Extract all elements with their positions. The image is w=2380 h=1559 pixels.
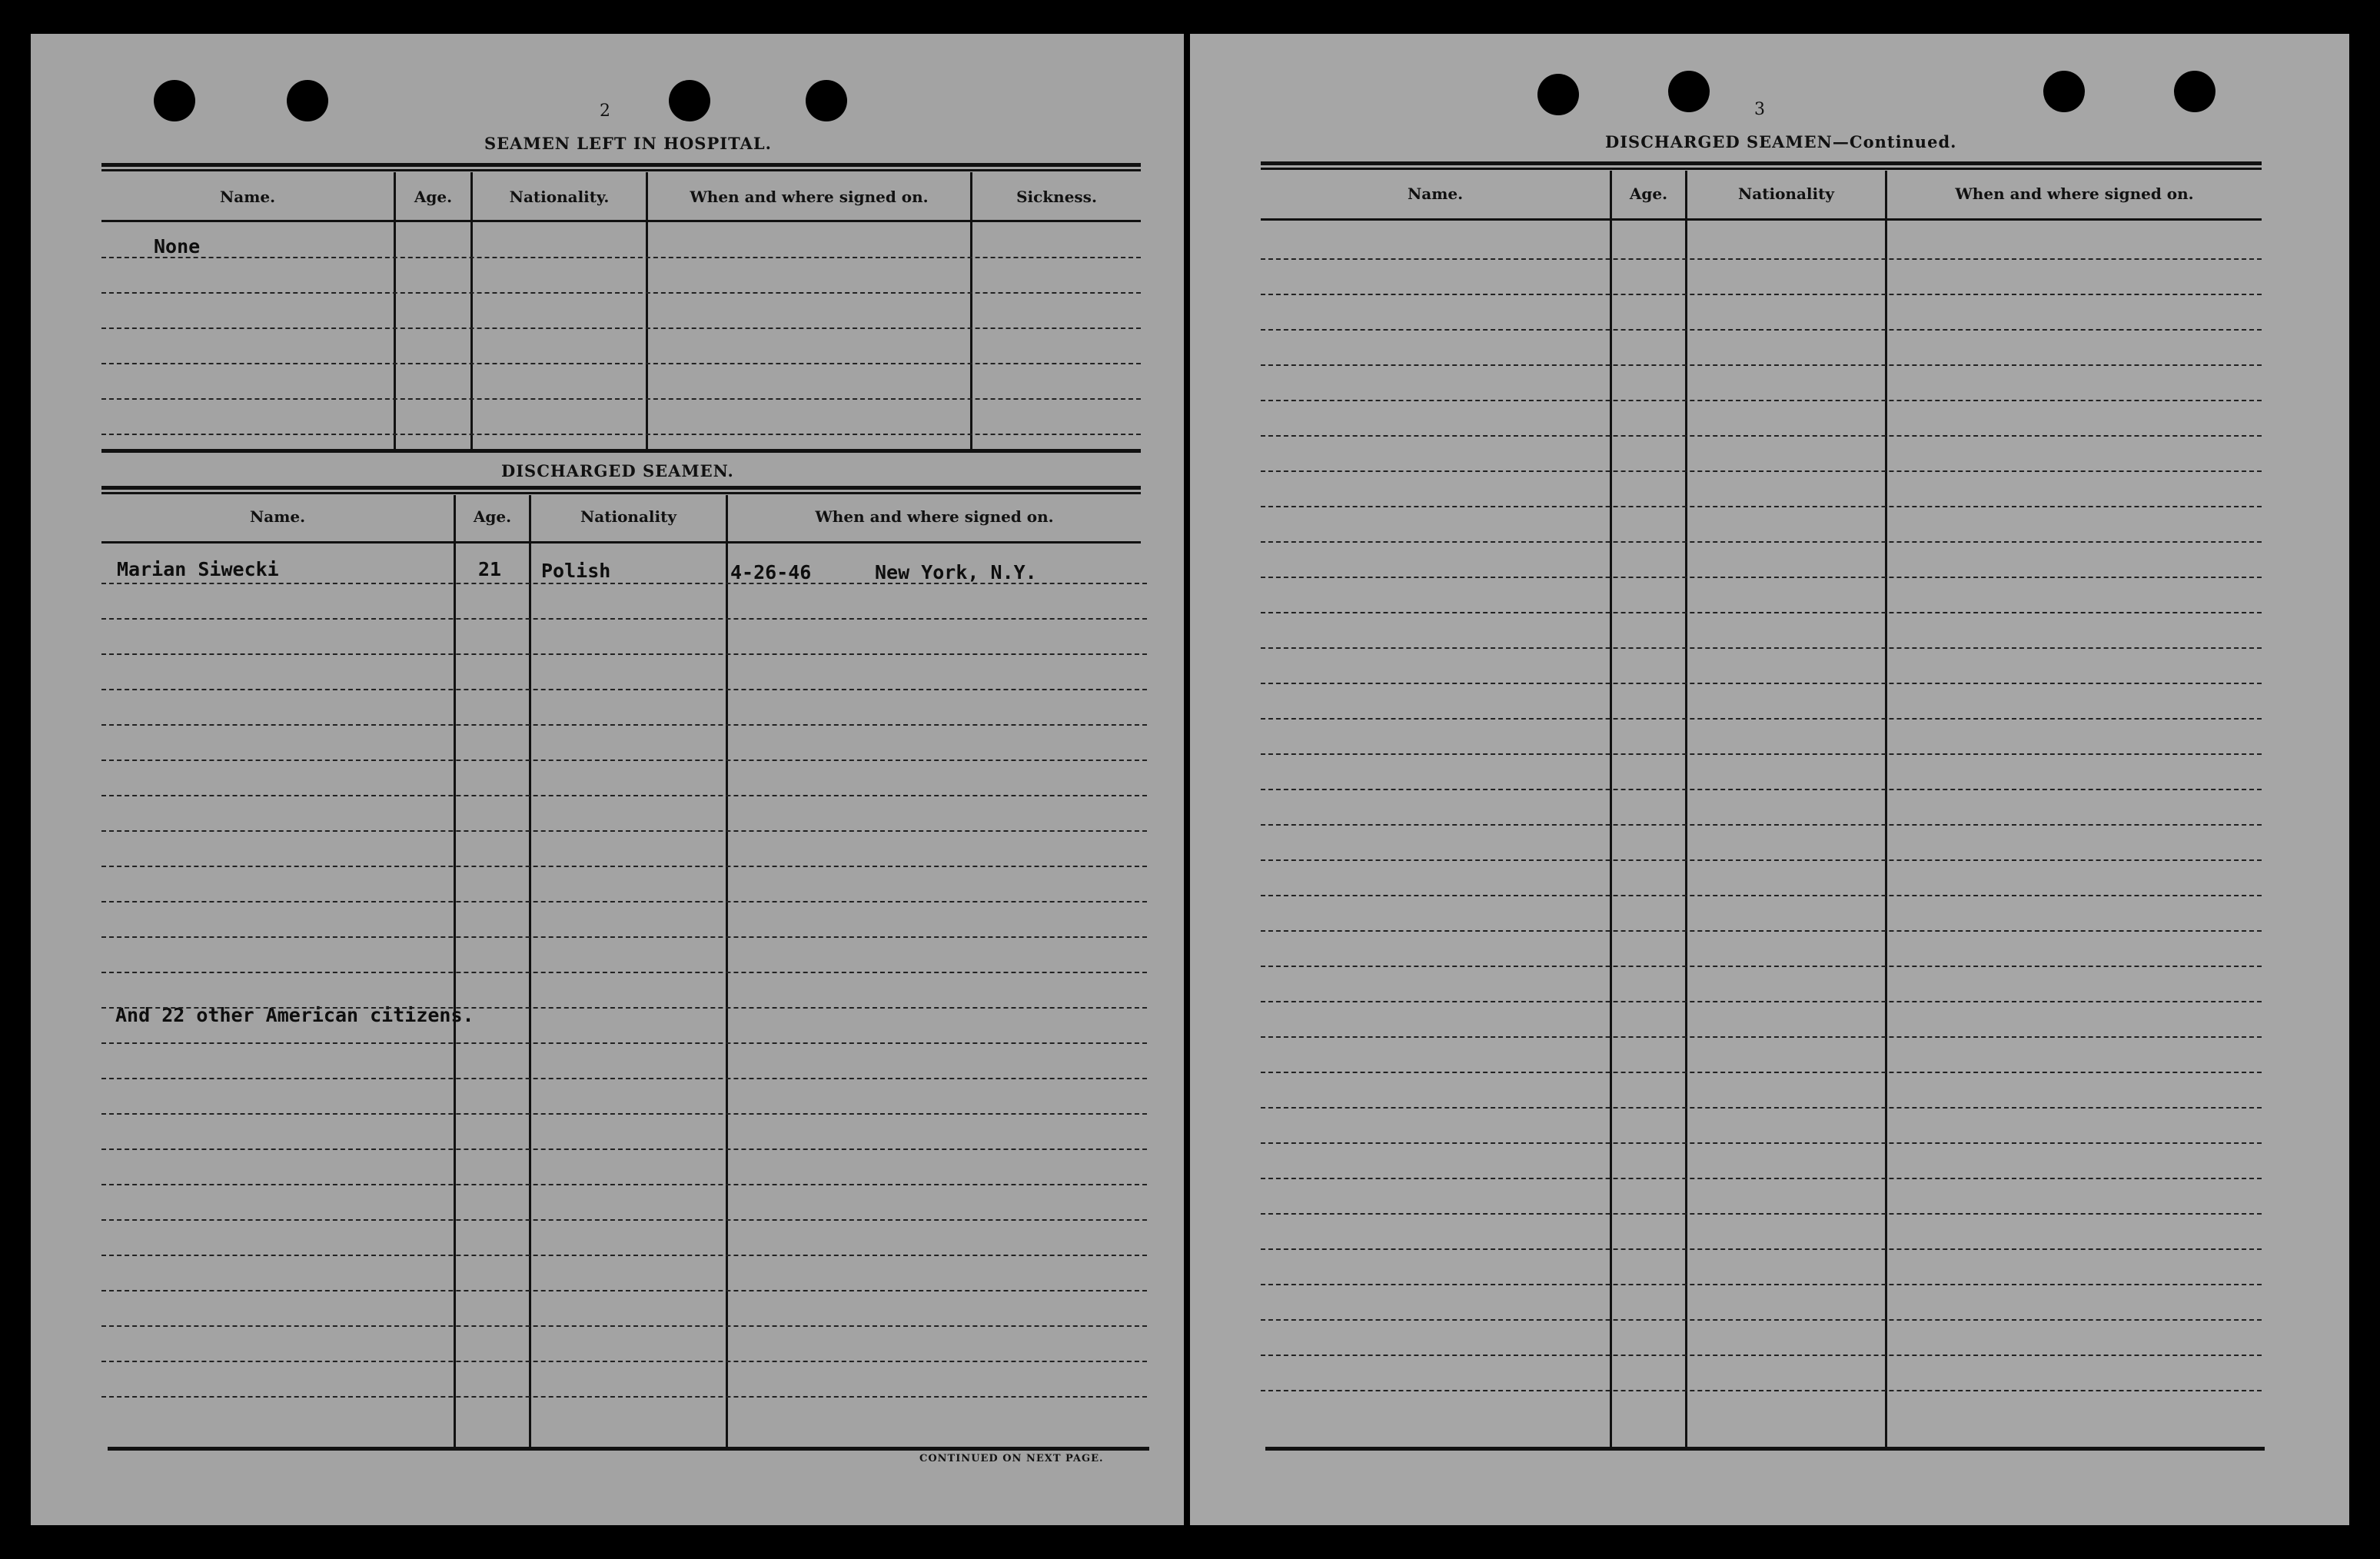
rule <box>101 449 1141 453</box>
entry-line <box>1261 895 2262 896</box>
right-page <box>1190 34 2349 1525</box>
column-divider <box>1685 171 1687 1447</box>
entry-line <box>1261 400 2262 401</box>
column-divider <box>1610 171 1612 1447</box>
entry-line <box>101 398 1141 400</box>
entry-line <box>101 972 1147 973</box>
entry-line <box>101 1184 1147 1185</box>
entry-line <box>101 689 1147 690</box>
entry-line <box>101 583 1147 584</box>
entry-line <box>1261 789 2262 790</box>
col-age: Age. <box>473 507 512 526</box>
discharged-continued-title: DISCHARGED SEAMEN—Continued. <box>1605 132 1957 151</box>
seaman-nationality: Polish <box>541 560 611 582</box>
entry-line <box>1261 1284 2262 1285</box>
entry-line <box>1261 612 2262 613</box>
col-nationality: Nationality. <box>509 188 610 206</box>
seaman-age: 21 <box>478 558 502 580</box>
entry-line <box>1261 753 2262 755</box>
entry-line <box>101 653 1147 655</box>
entry-line <box>1261 683 2262 684</box>
entry-line <box>1261 1248 2262 1250</box>
rule <box>1261 161 2262 165</box>
discharged-section-title: DISCHARGED SEAMEN. <box>501 461 734 480</box>
column-divider <box>454 495 456 1447</box>
signed-on-place: New York, N.Y. <box>875 561 1037 583</box>
column-divider <box>646 172 648 449</box>
entry-line <box>1261 647 2262 649</box>
discharged-note: And 22 other American citizens. <box>115 1004 474 1026</box>
entry-line <box>101 901 1147 902</box>
entry-line <box>101 1396 1147 1398</box>
punch-hole <box>154 80 195 121</box>
entry-line <box>1261 1319 2262 1321</box>
col-signed-on: When and where signed on. <box>690 188 929 206</box>
entry-line <box>1261 541 2262 543</box>
signed-on-date: 4-26-46 <box>730 561 812 583</box>
column-divider <box>394 172 396 449</box>
col-age: Age. <box>1629 184 1668 203</box>
entry-line <box>101 363 1141 364</box>
punch-hole <box>2174 71 2215 112</box>
entry-line <box>1261 1001 2262 1002</box>
entry-line <box>101 618 1147 620</box>
entry-line <box>1261 470 2262 472</box>
col-signed-on: When and where signed on. <box>815 507 1054 526</box>
col-nationality: Nationality <box>1738 184 1834 203</box>
entry-line <box>1261 1355 2262 1356</box>
left-page <box>31 34 1184 1525</box>
entry-line <box>101 434 1141 435</box>
entry-line <box>1261 329 2262 331</box>
entry-line <box>1261 718 2262 720</box>
seaman-name: Marian Siwecki <box>117 558 279 580</box>
entry-line <box>101 1148 1147 1150</box>
col-name: Name. <box>249 507 306 526</box>
rule <box>101 169 1141 171</box>
entry-line <box>101 936 1147 938</box>
hospital-section-title: SEAMEN LEFT IN HOSPITAL. <box>484 134 772 153</box>
entry-line <box>101 1219 1147 1221</box>
column-divider <box>726 495 728 1447</box>
entry-line <box>1261 824 2262 826</box>
entry-line <box>101 724 1147 726</box>
punch-hole <box>669 80 710 121</box>
column-divider <box>970 172 972 449</box>
entry-line <box>101 257 1141 258</box>
entry-line <box>101 327 1141 329</box>
entry-line <box>1261 364 2262 366</box>
col-sickness: Sickness. <box>1016 188 1097 206</box>
page-number: 3 <box>1754 100 1765 119</box>
entry-line <box>101 760 1147 761</box>
punch-hole <box>1537 74 1579 115</box>
column-divider <box>529 495 531 1447</box>
entry-line <box>1261 1036 2262 1038</box>
entry-line <box>101 1325 1147 1327</box>
entry-line <box>1261 1178 2262 1179</box>
col-name: Name. <box>1407 184 1464 203</box>
col-name: Name. <box>219 188 276 206</box>
punch-hole <box>2043 71 2085 112</box>
entry-line <box>101 795 1147 796</box>
entry-line <box>101 1042 1147 1044</box>
entry-line <box>101 1078 1147 1079</box>
col-nationality: Nationality <box>580 507 676 526</box>
entry-line <box>1261 258 2262 260</box>
entry-line <box>1261 435 2262 437</box>
entry-line <box>1261 577 2262 578</box>
continued-note: CONTINUED ON NEXT PAGE. <box>919 1453 1104 1464</box>
header-rule <box>1261 218 2262 221</box>
col-age: Age. <box>414 188 453 206</box>
header-rule <box>101 220 1141 222</box>
entry-line <box>1261 930 2262 932</box>
col-signed-on: When and where signed on. <box>1955 184 2194 203</box>
bottom-rule <box>1265 1447 2265 1451</box>
entry-line <box>101 830 1147 832</box>
entry-line <box>101 1290 1147 1291</box>
entry-line <box>1261 966 2262 967</box>
punch-hole <box>806 80 847 121</box>
rule <box>1261 168 2262 170</box>
column-divider <box>1885 171 1887 1447</box>
entry-line <box>1261 1072 2262 1073</box>
hospital-entry: None <box>154 235 201 258</box>
rule <box>101 163 1141 167</box>
entry-line <box>1261 1390 2262 1391</box>
entry-line <box>1261 506 2262 507</box>
entry-line <box>101 1113 1147 1115</box>
entry-line <box>1261 1213 2262 1215</box>
header-rule <box>101 541 1141 543</box>
column-divider <box>470 172 473 449</box>
punch-hole <box>287 80 328 121</box>
rule <box>101 492 1141 494</box>
punch-hole <box>1668 71 1710 112</box>
bottom-rule <box>108 1447 1149 1451</box>
entry-line <box>101 1007 1147 1009</box>
entry-line <box>1261 1142 2262 1144</box>
page-number: 2 <box>600 101 610 121</box>
entry-line <box>101 866 1147 867</box>
entry-line <box>1261 1107 2262 1109</box>
entry-line <box>1261 859 2262 861</box>
entry-line <box>1261 294 2262 295</box>
entry-line <box>101 1361 1147 1362</box>
rule <box>101 486 1141 490</box>
entry-line <box>101 292 1141 294</box>
entry-line <box>101 1255 1147 1256</box>
